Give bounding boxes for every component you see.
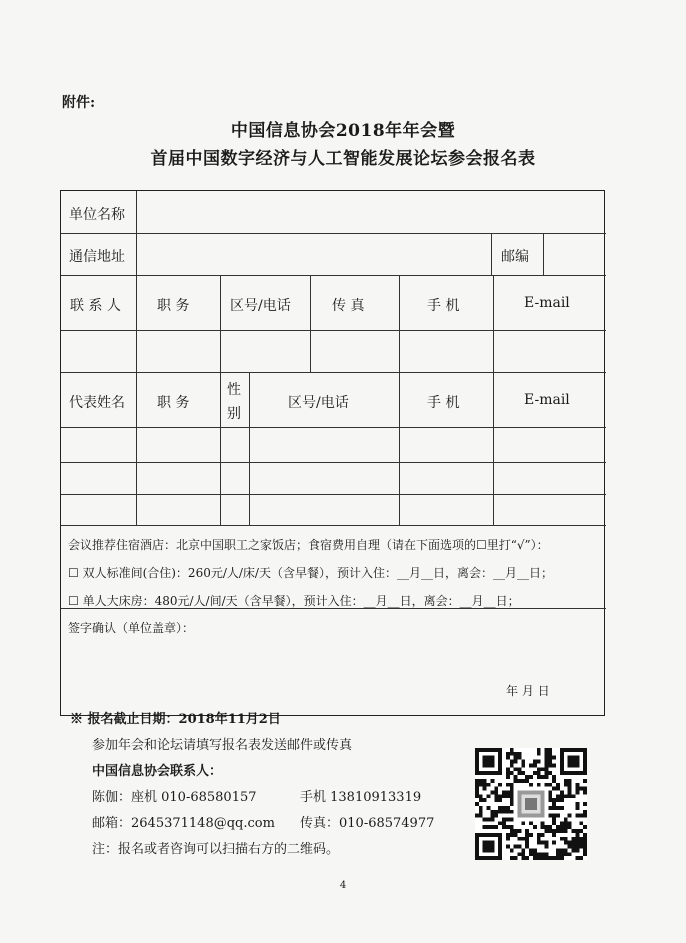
row-divider [61, 494, 606, 495]
row-divider [61, 372, 606, 373]
col-divider [491, 233, 492, 275]
signature-label: 签字确认（单位盖章）： [68, 621, 195, 635]
col-divider [249, 372, 250, 525]
contact-person-header: 联 系 人 [70, 298, 121, 314]
contact-fax-header: 传 真 [332, 298, 365, 314]
hotel-note: 会议推荐住宿酒店：北京中国职工之家饭店；食宿费用自理（请在下面选项的☐里打“√”）： [68, 538, 549, 552]
row-divider [61, 525, 606, 526]
rep-name-header: 代表姓名 [69, 395, 125, 411]
contact-fax: 传真：010-68574977 [300, 816, 435, 831]
qr-code-image [475, 748, 587, 860]
qr-note: 注：报名或者咨询可以扫描右方的二维码。 [92, 842, 340, 857]
col-divider [136, 191, 137, 525]
form-title-line1: 中国信息协会2018年年会暨 [230, 121, 456, 141]
registration-form-table [60, 190, 605, 716]
row-divider [61, 233, 606, 234]
deadline-text: ※ 报名截止日期：2018年11月2日 [70, 712, 281, 727]
contact-email-header: E-mail [524, 295, 570, 311]
contact-phone-header: 区号/电话 [230, 298, 291, 314]
row-divider [61, 330, 606, 331]
row-divider [61, 462, 606, 463]
rep-phone-header: 区号/电话 [288, 395, 349, 411]
rep-title-header: 职 务 [157, 395, 190, 411]
contact-title-header: 职 务 [157, 298, 190, 314]
room-option-double: ☐ 双人标准间(合住)：260元/人/床/天（含早餐），预计入住：__月__日，离会：__月__日； [68, 566, 553, 580]
rep-mobile-header: 手 机 [427, 395, 460, 411]
signature-date: 年 月 日 [506, 684, 550, 698]
contact-person: 陈伽：座机 010-68580157 [92, 790, 257, 805]
page-number: 4 [339, 880, 347, 891]
contact-mobile-header: 手 机 [427, 298, 460, 314]
postcode-label: 邮编 [501, 249, 529, 265]
contact-title: 中国信息协会联系人： [92, 764, 223, 779]
unit-name-label: 单位名称 [69, 207, 125, 223]
col-divider [543, 233, 544, 275]
col-divider [399, 275, 400, 525]
col-divider [220, 275, 221, 525]
col-divider [310, 275, 311, 372]
form-title-line2: 首届中国数字经济与人工智能发展论坛参会报名表 [150, 149, 536, 169]
row-divider [61, 427, 606, 428]
instruction-text: 参加年会和论坛请填写报名表发送邮件或传真 [92, 738, 353, 753]
attachment-label: 附件: [62, 95, 96, 111]
row-divider [61, 275, 606, 276]
contact-mobile: 手机 13810913319 [300, 790, 422, 805]
rep-email-header: E-mail [524, 392, 570, 408]
contact-email: 邮箱：2645371148@qq.com [92, 816, 275, 831]
col-divider [493, 275, 494, 525]
address-label: 通信地址 [69, 249, 125, 265]
room-option-single: ☐ 单人大床房：480元/人/间/天（含早餐），预计入住：__月__日，离会：__月__日； [68, 594, 520, 608]
rep-gender-header: 性 别 [227, 382, 241, 422]
